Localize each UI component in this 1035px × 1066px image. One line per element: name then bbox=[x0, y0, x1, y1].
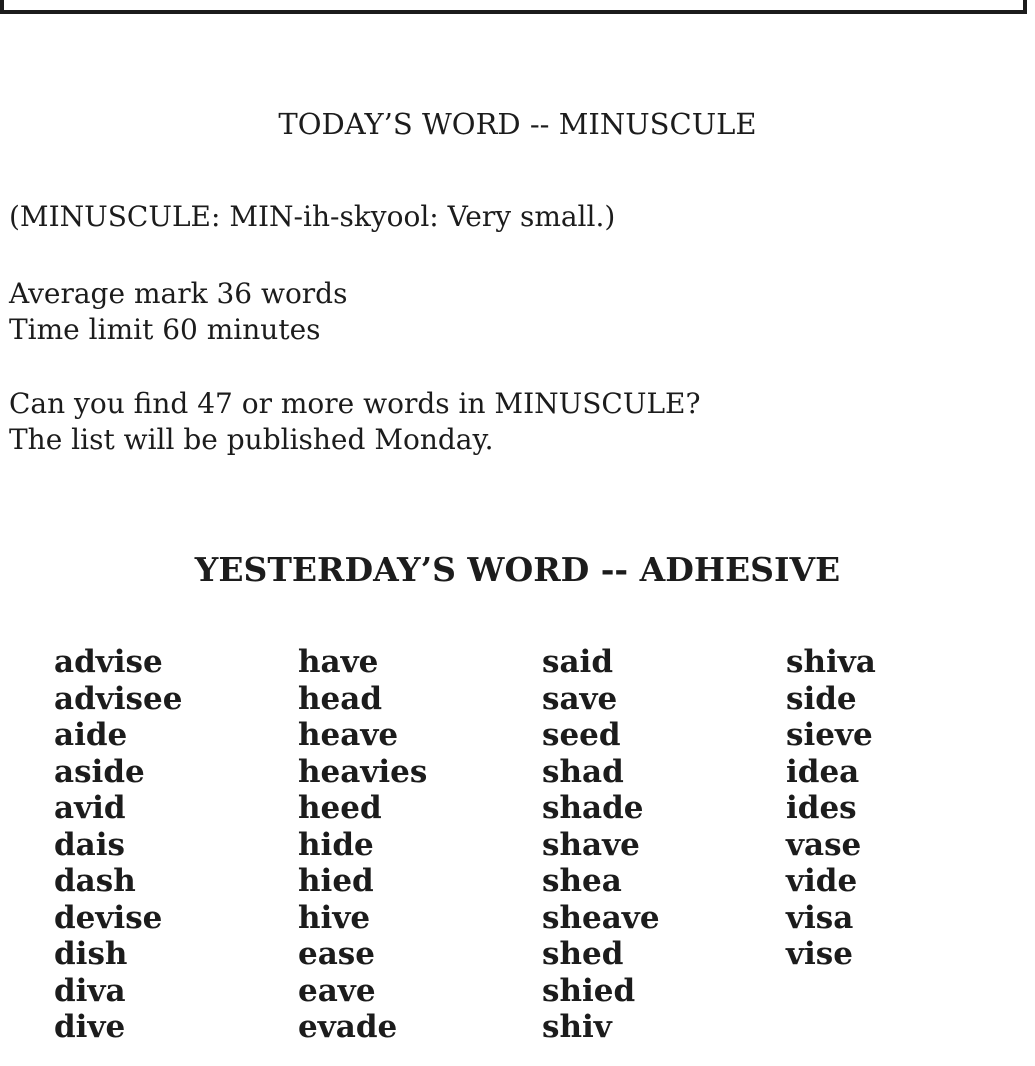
yesterday-word-title: YESTERDAY’S WORD -- ADHESIVE bbox=[194, 550, 841, 590]
list-word: hied bbox=[298, 863, 374, 899]
list-word: avid bbox=[54, 790, 126, 826]
list-word: shiva bbox=[786, 644, 876, 680]
list-word: save bbox=[542, 680, 618, 717]
today-word-title: TODAY’S WORD -- MINUSCULE bbox=[278, 107, 757, 142]
list-word: hive bbox=[298, 899, 371, 936]
word-column bbox=[786, 644, 1030, 1046]
average-mark: Average mark 36 words bbox=[9, 277, 348, 310]
list-word: dais bbox=[54, 826, 125, 863]
list-word: heave bbox=[298, 717, 399, 753]
list-word: shed bbox=[542, 936, 624, 972]
list-word: dash bbox=[54, 863, 136, 899]
list-word: idea bbox=[786, 753, 860, 790]
word-definition bbox=[9, 199, 615, 235]
list-word: shade bbox=[542, 790, 644, 826]
list-word: sheave bbox=[542, 899, 660, 936]
list-word: side bbox=[786, 680, 857, 717]
top-frame-border bbox=[0, 0, 1027, 14]
list-word: sieve bbox=[786, 717, 873, 753]
list-word: seed bbox=[542, 717, 621, 753]
word-column bbox=[54, 644, 298, 1046]
word-column bbox=[542, 644, 786, 1046]
list-word: devise bbox=[54, 899, 163, 936]
list-word: head bbox=[298, 680, 383, 717]
list-word: advise bbox=[54, 644, 163, 680]
list-word: hide bbox=[298, 826, 374, 863]
list-word: ease bbox=[298, 936, 375, 972]
time-limit: Time limit 60 minutes bbox=[9, 313, 321, 346]
list-word: diva bbox=[54, 972, 126, 1009]
challenge-text bbox=[9, 386, 701, 458]
list-word: shied bbox=[542, 972, 636, 1009]
list-word: heed bbox=[298, 790, 382, 826]
list-word: said bbox=[542, 644, 613, 680]
list-word: aide bbox=[54, 717, 128, 753]
list-word: dive bbox=[54, 1009, 126, 1045]
list-word: eave bbox=[298, 972, 376, 1009]
challenge-question: Can you find 47 or more words in MINUSCULE? bbox=[9, 387, 701, 420]
publish-note: The list will be published Monday. bbox=[9, 423, 494, 456]
list-word: vase bbox=[786, 826, 862, 863]
list-word: evade bbox=[298, 1009, 398, 1045]
word-column bbox=[298, 644, 542, 1046]
definition-text: (MINUSCULE: MIN-ih-skyool: Very small.) bbox=[9, 200, 616, 233]
list-word: visa bbox=[786, 899, 854, 936]
list-word: shiv bbox=[542, 1009, 612, 1045]
list-word: dish bbox=[54, 936, 128, 972]
list-word: shave bbox=[542, 826, 640, 863]
word-list-grid bbox=[54, 644, 1030, 1046]
list-word: aside bbox=[54, 753, 145, 790]
list-word: advisee bbox=[54, 680, 183, 717]
puzzle-stats bbox=[9, 276, 347, 348]
list-word: shad bbox=[542, 753, 624, 790]
list-word: vise bbox=[786, 936, 853, 972]
list-word: shea bbox=[542, 863, 622, 899]
list-word: heavies bbox=[298, 753, 428, 790]
list-word: have bbox=[298, 644, 379, 680]
list-word: ides bbox=[786, 790, 857, 826]
list-word: vide bbox=[786, 863, 858, 899]
